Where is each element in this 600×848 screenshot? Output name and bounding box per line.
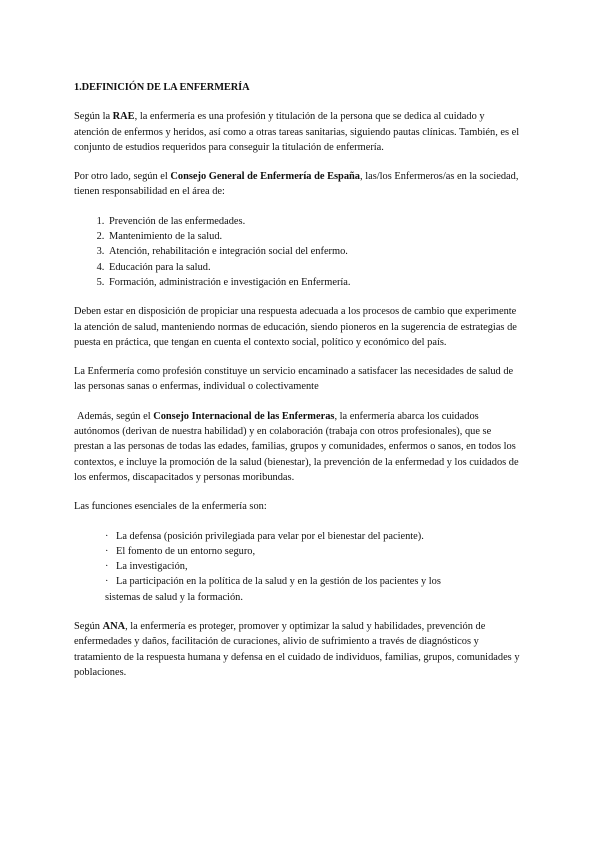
paragraph-consejo-general-bold: Consejo General de Enfermería de España: [170, 171, 361, 183]
document-page: [74, 80, 522, 694]
paragraph-consejo-general-post: , las/los Enfermeros/as en la sociedad, tienen responsabilidad en el área de:: [74, 171, 519, 198]
paragraph-ana-pre: Según: [74, 621, 103, 633]
paragraph-rae-post: , la enfermería es una profesión y titulación de la persona que se dedica al cuidado y atención de enfermos y heridos, así como a otras tareas sanitarias, siguiendo pautas clínicas. También, es el conjunto de estudios requeridos para conseguir la titulación de enfermería.: [74, 111, 520, 153]
list-item: [105, 559, 522, 574]
paragraph-ana-post: , la enfermería es proteger, promover y optimizar la salud y habilidades, prevención de enfermedades y daños, facilitación de curaciones, alivio de sufrimiento a través de diagnósticos y tratamiento de la respuesta humana y defensa en el cuidado de individuos, familias, grupos, comunidades y poblaciones.: [74, 621, 520, 678]
list-item-text: La defensa (posición privilegiada para velar por el bienestar del paciente).: [116, 530, 424, 542]
list-item-text: El fomento de un entorno seguro,: [116, 545, 256, 557]
paragraph-consejo-general: [74, 169, 522, 200]
paragraph-consejo-internacional-pre: Además, según el: [77, 410, 154, 422]
paragraph-ana: [74, 619, 522, 680]
paragraph-consejo-internacional-post: , la enfermería abarca los cuidados autónomos (derivan de nuestra habilidad) y en colaboración (trabaja con otros profesionales), que se prestan a las personas de todas las edades, familias, grupos y comunidades, enfermos o sanos, en todos los contextos, e incluye la promoción de la salud (bienestar), la prevención de la enfermedad y los cuidados de los enfermos, discapacitados y personas moribundas.: [74, 410, 519, 483]
paragraph-ana-bold: ANA: [102, 621, 126, 633]
list-item: 1. Prevención de las enfermedades.: [107, 214, 522, 229]
paragraph-disposicion: Deben estar en disposición de propiciar una respuesta adecuada a los procesos de cambio que experimente la atención de salud, manteniendo normas de educación, siendo pioneros en la sugerencia de estrategias de puesta en práctica, que tengan en cuenta el contexto social, político y económico del país.: [74, 306, 517, 348]
functions-list: [74, 529, 522, 605]
paragraph-rae-pre: Según la: [74, 111, 113, 123]
list-item: [105, 544, 522, 559]
paragraph-rae: [74, 109, 522, 155]
list-item: 2. Mantenimiento de la salud.: [107, 229, 522, 244]
paragraph-consejo-internacional: [74, 409, 522, 485]
bullet-dot-icon: ·: [105, 530, 109, 542]
paragraph-funciones: Las funciones esenciales de la enfermería son:: [74, 501, 267, 513]
paragraph-rae-bold: RAE: [112, 111, 135, 123]
list-item: [105, 529, 522, 544]
paragraph-consejo-internacional-bold: Consejo Internacional de las Enfermeras: [153, 410, 335, 422]
bullet-dot-icon: ·: [105, 576, 109, 588]
list-item: 4. Educación para la salud.: [107, 260, 522, 275]
bullet-dot-icon: ·: [105, 545, 109, 557]
list-item: [105, 574, 522, 589]
list-item: 3. Atención, rehabilitación e integración social del enfermo.: [107, 244, 522, 259]
list-item-continuation: sistemas de salud y la formación.: [105, 591, 243, 603]
bullet-dot-icon: ·: [105, 561, 109, 573]
page-title: 1.DEFINICIÓN DE LA ENFERMERÍA: [74, 82, 250, 93]
paragraph-consejo-general-pre: Por otro lado, según el: [74, 171, 171, 183]
responsibility-list: [74, 214, 522, 290]
list-item: 5. Formación, administración e investigación en Enfermería.: [107, 275, 522, 290]
list-item-text: La participación en la política de la salud y en la gestión de los pacientes y los: [116, 576, 441, 588]
list-item-text: La investigación,: [116, 561, 188, 573]
paragraph-profesion: La Enfermería como profesión constituye un servicio encaminado a satisfacer las necesidades de salud de las personas sanas o enfermas, individual o colectivamente: [74, 366, 514, 393]
